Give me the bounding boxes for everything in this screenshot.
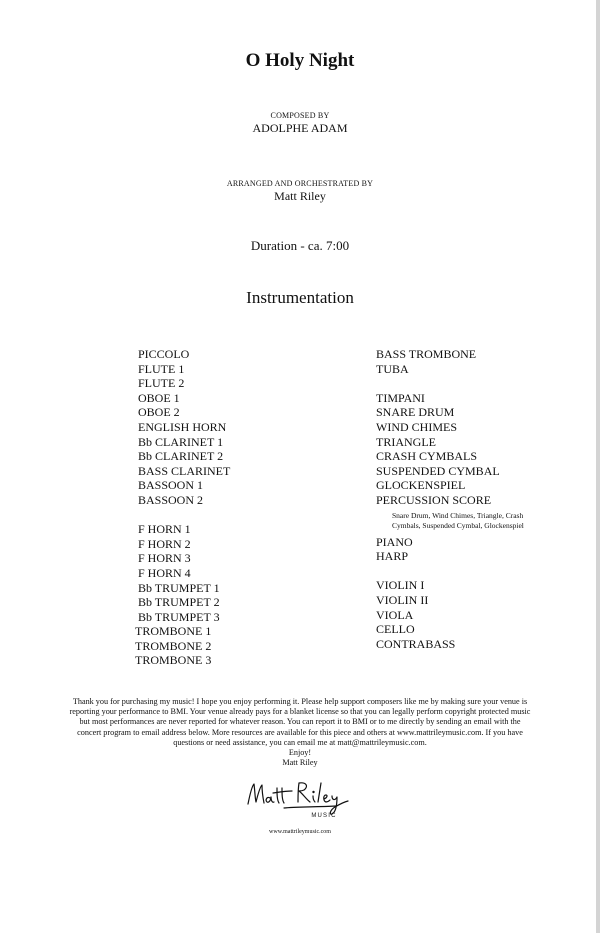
footer-line: reporting your performance to BMI. Your venue already pays for a blanket license so that you can legally perform copyright protected music	[69, 707, 531, 717]
instrument-item: TROMBONE 3	[135, 653, 212, 668]
footer-line: questions or need assistance, you can email me at matt@mattrileymusic.com.	[173, 737, 427, 747]
instrument-item: CRASH CYMBALS	[376, 449, 478, 464]
instrument-item: VIOLIN I	[376, 578, 425, 593]
instrument-item: TROMBONE 1	[135, 624, 212, 639]
matt-riley-music-logo	[240, 774, 360, 824]
instrument-item: PIANO	[376, 534, 413, 549]
instrument-item: BASS TROMBONE	[376, 347, 477, 361]
instrument-item: CONTRABASS	[376, 636, 456, 651]
instrument-item: TRIANGLE	[376, 434, 436, 449]
duration: Duration - ca. 7:00	[250, 238, 350, 253]
instrument-item: BASS CLARINET	[138, 463, 231, 478]
instrument-item: FLUTE 1	[138, 361, 185, 376]
instrument-item: SUSPENDED CYMBAL	[376, 463, 500, 478]
instrument-item: TROMBONE 2	[135, 638, 212, 653]
left-instrument-column	[135, 347, 231, 668]
footer-line: but most performances are never reported for whatever reason. You can report it to BMI or to me directly by sending an email with the	[79, 717, 521, 727]
page-title: O Holy Night	[245, 50, 355, 71]
instrument-item: ENGLISH HORN	[138, 419, 227, 434]
footer-signoff: Matt Riley	[282, 758, 318, 768]
footer-line: concert program to email address below. More resources are available for this piece and others at www.mattrileymusic.com. If you have	[77, 727, 523, 737]
instrument-item: WIND CHIMES	[376, 419, 457, 434]
logo-sub-text: MUSIC	[311, 813, 337, 819]
instrument-item: F HORN 4	[138, 565, 191, 580]
page-edge	[596, 0, 600, 933]
website-url: www.mattrileymusic.com	[269, 829, 331, 835]
instrument-item: Bb TRUMPET 2	[138, 595, 220, 610]
instrument-item: Bb TRUMPET 3	[138, 609, 220, 624]
instrument-item: Bb TRUMPET 1	[138, 580, 220, 595]
instrument-item: OBOE 1	[138, 390, 180, 405]
instrument-item: Bb CLARINET 2	[138, 449, 224, 464]
arranged-by-label: ARRANGED AND ORCHESTRATED BY	[226, 179, 374, 188]
instrument-item: CELLO	[376, 622, 415, 637]
instrument-item: HARP	[376, 549, 409, 564]
instrument-item: TIMPANI	[376, 390, 425, 405]
composed-by-label: COMPOSED BY	[270, 111, 330, 120]
instrument-item: F HORN 1	[138, 522, 191, 537]
section-gap	[376, 376, 542, 391]
instrument-item: FLUTE 2	[138, 376, 185, 391]
arranger-name: Matt Riley	[274, 189, 326, 203]
instrument-item: PICCOLO	[138, 347, 190, 361]
instrument-item: Bb CLARINET 1	[138, 434, 224, 449]
section-gap	[376, 564, 542, 579]
footer-message	[60, 697, 540, 768]
right-instrument-column	[376, 347, 542, 651]
footer-enjoy: Enjoy!	[288, 748, 312, 758]
instrument-item: F HORN 2	[138, 536, 191, 551]
instrument-item: VIOLA	[376, 607, 414, 622]
instrument-item: BASSOON 1	[138, 478, 204, 493]
percussion-score-note: Snare Drum, Wind Chimes, Triangle, Crash Cymbals, Suspended Cymbal, Glockenspiel	[392, 510, 524, 530]
footer-line: Thank you for purchasing my music! I hope you enjoy performing it. Please help support composers like me by making sure your venue is	[72, 697, 528, 706]
instrument-item: PERCUSSION SCORE	[376, 492, 492, 507]
instrument-item: GLOCKENSPIEL	[376, 478, 466, 493]
instrument-item: VIOLIN II	[376, 592, 429, 607]
instrument-item: F HORN 3	[138, 551, 191, 566]
instrument-item: BASSOON 2	[138, 492, 204, 507]
instrument-item: TUBA	[376, 361, 409, 376]
instrumentation-title: Instrumentation	[246, 288, 354, 307]
instrument-item: SNARE DRUM	[376, 405, 455, 420]
instrument-item: OBOE 2	[138, 405, 180, 420]
composer-name: ADOLPHE ADAM	[252, 121, 348, 135]
section-gap	[138, 508, 230, 523]
